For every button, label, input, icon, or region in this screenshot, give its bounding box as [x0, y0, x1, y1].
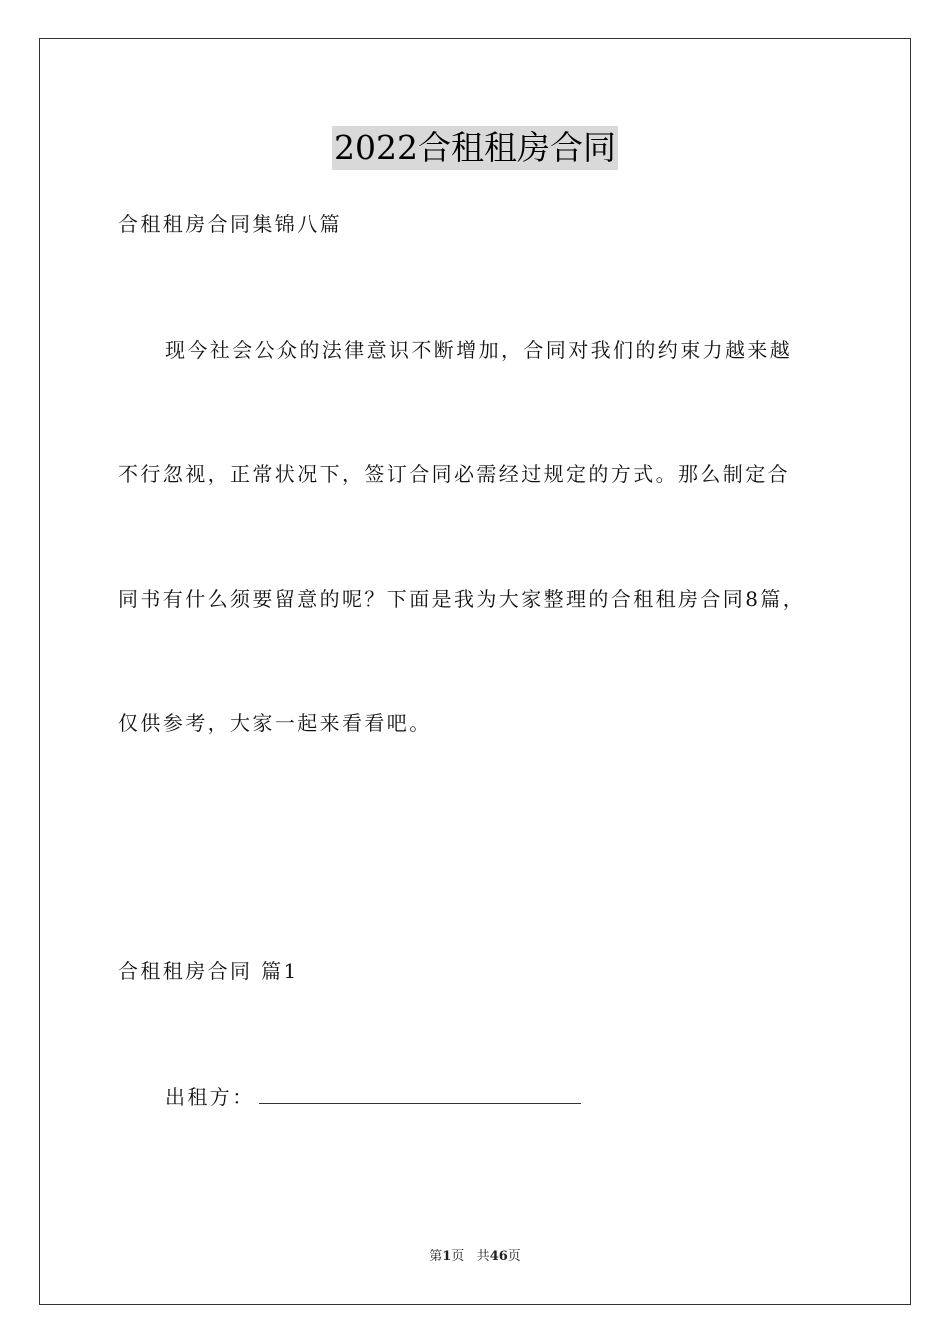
lessor-field — [165, 1083, 581, 1111]
total-suffix: 页 — [507, 1249, 521, 1264]
intro-line-2: 不行忽视，正常状况下，签订合同必需经过规定的方式。那么制定合 — [118, 462, 790, 486]
page-number: 1 — [442, 1249, 452, 1264]
page-footer — [0, 1248, 950, 1266]
lessor-blank-line — [259, 1083, 581, 1104]
lessor-label: 出租方： — [165, 1085, 255, 1109]
page-suffix: 页 — [451, 1249, 465, 1264]
document-subtitle: 合租租房合同集锦八篇 — [118, 212, 342, 236]
document-title: 2022合租租房合同 — [332, 126, 618, 170]
section-heading: 合租租房合同 篇1 — [118, 959, 299, 983]
page-prefix: 第 — [429, 1249, 443, 1264]
total-pages: 46 — [489, 1249, 508, 1264]
intro-line-3: 同书有什么须要留意的呢？下面是我为大家整理的合租租房合同8篇， — [118, 587, 806, 611]
intro-line-1: 现今社会公众的法律意识不断增加，合同对我们的约束力越来越 — [165, 338, 793, 362]
intro-line-4: 仅供参考，大家一起来看看吧。 — [118, 711, 432, 735]
title-container — [0, 126, 950, 170]
total-prefix: 共 — [476, 1249, 490, 1264]
